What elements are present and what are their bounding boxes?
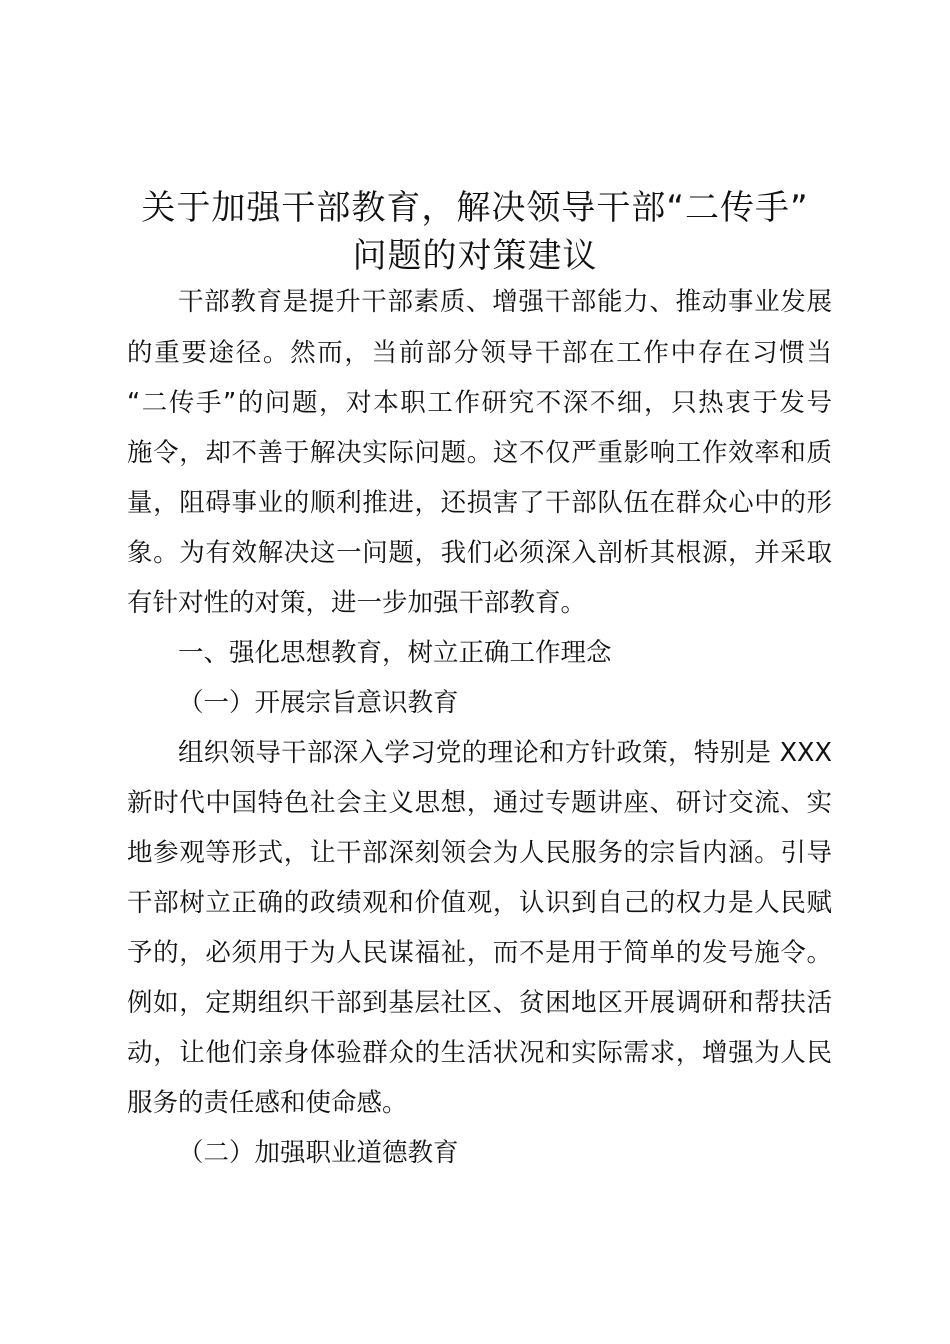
subsection-1-heading: （一）开展宗旨意识教育 <box>178 688 459 718</box>
section-1-heading: 一、强化思想教育，树立正确工作理念 <box>178 638 612 668</box>
intro-line-4: 施令，却不善于解决实际问题。这不仅严重影响工作效率和质 <box>127 438 832 468</box>
subsection-1-line-5: 予的，必须用于为人民谋福祉，而不是用于简单的发号施令。 <box>127 938 832 968</box>
document-title-line-2: 问题的对策建议 <box>352 236 598 276</box>
document-title-line-1: 关于加强干部教育，解决领导干部“二传手” <box>141 188 809 228</box>
intro-line-2: 的重要途径。然而，当前部分领导干部在工作中存在习惯当 <box>127 338 832 368</box>
subsection-2-heading: （二）加强职业道德教育 <box>178 1138 459 1168</box>
intro-line-1: 干部教育是提升干部素质、增强干部能力、推动事业发展 <box>178 287 832 317</box>
subsection-1-line-4: 干部树立正确的政绩观和价值观，认识到自己的权力是人民赋 <box>127 888 832 918</box>
intro-line-3: “二传手”的问题，对本职工作研究不深不细，只热衷于发号 <box>127 388 832 418</box>
subsection-1-line-7: 动，让他们亲身体验群众的生活状况和实际需求，增强为人民 <box>127 1038 832 1068</box>
intro-line-5: 量，阻碍事业的顺利推进，还损害了干部队伍在群众心中的形 <box>127 488 832 518</box>
subsection-1-line-6: 例如，定期组织干部到基层社区、贫困地区开展调研和帮扶活 <box>127 988 832 1018</box>
intro-line-7: 有针对性的对策，进一步加强干部教育。 <box>127 588 587 618</box>
intro-line-6: 象。为有效解决这一问题，我们必须深入剖析其根源，并采取 <box>127 538 832 568</box>
subsection-1-line-1: 组织领导干部深入学习党的理论和方针政策，特别是 XXX <box>178 738 832 768</box>
subsection-1-line-2: 新时代中国特色社会主义思想，通过专题讲座、研讨交流、实 <box>127 788 832 818</box>
subsection-1-line-3: 地参观等形式，让干部深刻领会为人民服务的宗旨内涵。引导 <box>127 838 832 868</box>
subsection-1-line-8: 服务的责任感和使命感。 <box>127 1088 408 1118</box>
